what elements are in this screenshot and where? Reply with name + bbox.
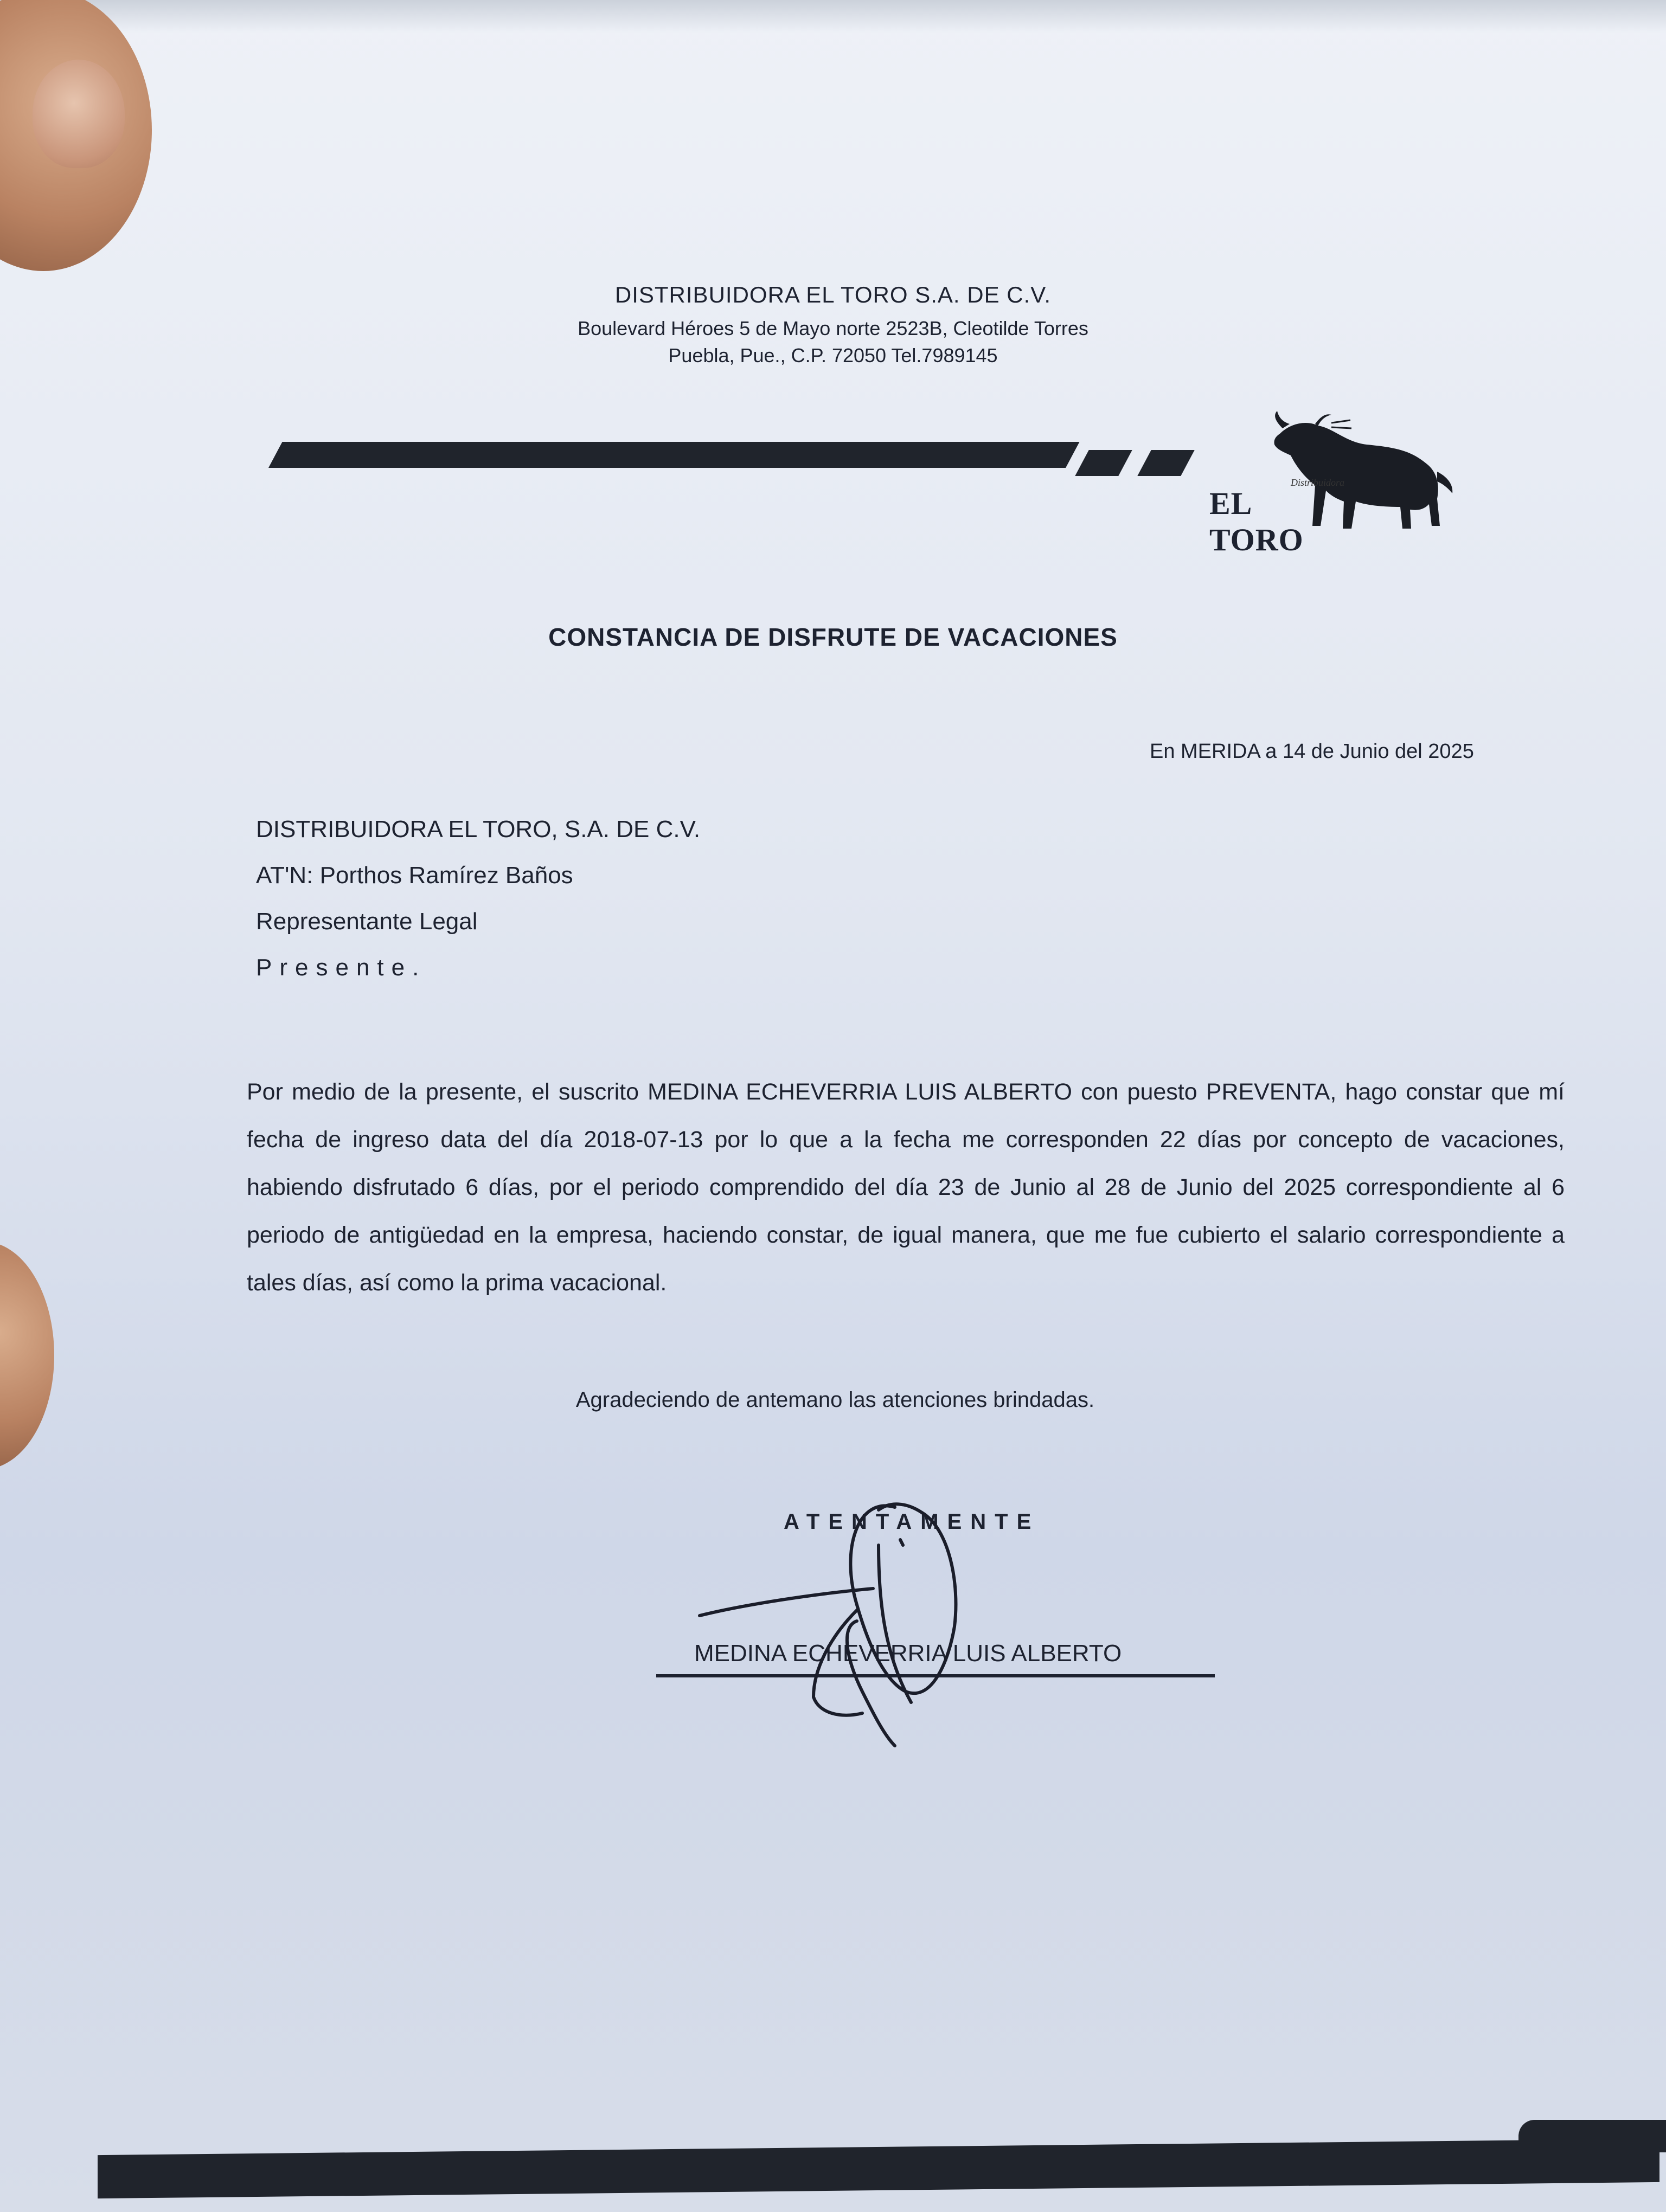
finger (0, 1242, 54, 1469)
addressee-attn: AT'N: Porthos Ramírez Baños (256, 862, 573, 889)
company-address-line2: Puebla, Pue., C.P. 72050 Tel.7989145 (668, 344, 998, 366)
thumb-nail (33, 60, 125, 168)
footer-stripe (98, 2139, 1659, 2198)
footer-stripe-end (1518, 2120, 1666, 2152)
header-stripe-segment (1137, 450, 1195, 476)
closing-line: Agradeciendo de antemano las atenciones brindadas. (575, 1388, 1095, 1412)
logo-subtitle: Distribuidora (1291, 477, 1345, 488)
addressee-presente: Presente. (256, 954, 427, 981)
header-stripe (268, 442, 1080, 468)
company-address-line1: Boulevard Héroes 5 de Mayo norte 2523B, Cleotilde Torres (578, 317, 1088, 339)
body-paragraph: Por medio de la presente, el suscrito MEDINA ECHEVERRIA LUIS ALBERTO con puesto PREVENTA, hago constar que mí fecha de ingreso data del día 2018-07-13 por lo que a la fecha me corresponden 22 días por concepto de vacaciones, habiendo disfrutado 6 días, por el periodo comprendido del día 23 de Junio al 28 de Junio del 2025 correspondiente al 6 periodo de antigüedad en la empresa, haciendo constar, de igual manera, que me fue cubierto el salario correspondiente a tales días, así como la prima vacacional. (247, 1079, 1565, 1296)
salutation: ATENTAMENTE (784, 1510, 1040, 1534)
company-name: DISTRIBUIDORA EL TORO S.A. DE C.V. (614, 282, 1052, 307)
header-stripe-segment (1075, 450, 1132, 476)
addressee-role: Representante Legal (256, 908, 478, 935)
date-line: En MERIDA a 14 de Junio del 2025 (1150, 740, 1474, 763)
addressee-company: DISTRIBUIDORA EL TORO, S.A. DE C.V. (256, 816, 701, 843)
document-title: CONSTANCIA DE DISFRUTE DE VACACIONES (548, 623, 1118, 651)
page-shadow (0, 0, 1666, 33)
logo-brand: EL TORO (1209, 486, 1304, 557)
handwritten-signature (678, 1464, 1112, 1767)
signer-name: MEDINA ECHEVERRIA LUIS ALBERTO (694, 1640, 1122, 1667)
